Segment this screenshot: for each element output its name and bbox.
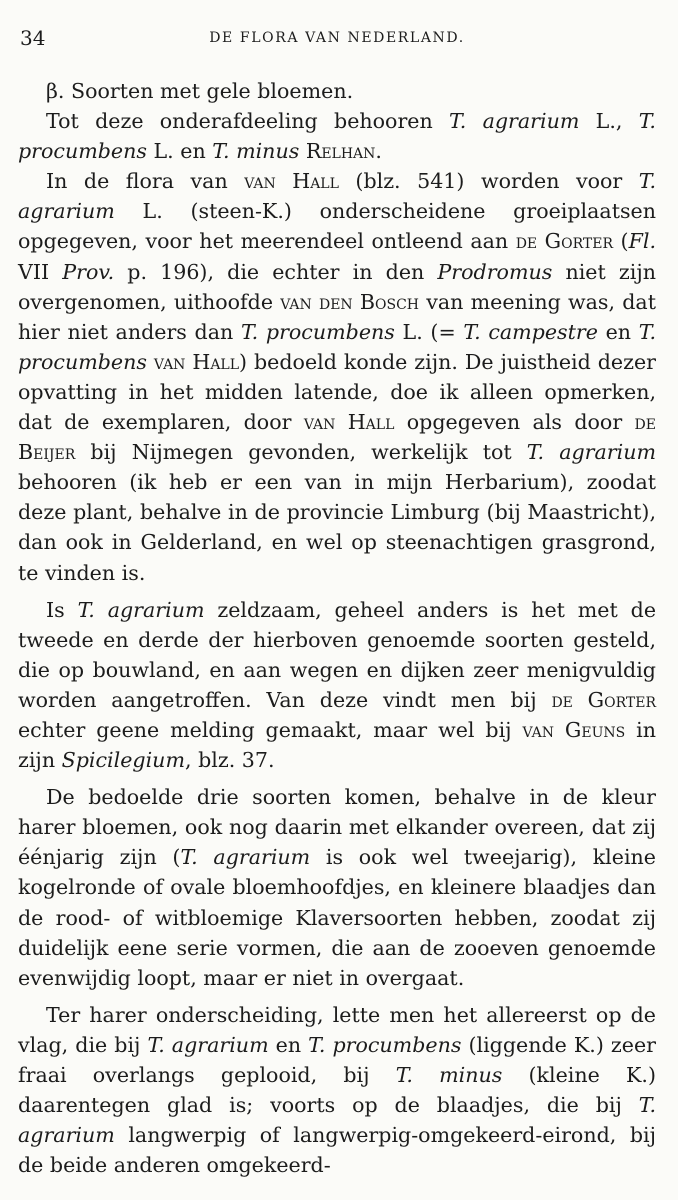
text-run: L., (579, 109, 639, 134)
text-run: p. 196), die echter in den (114, 259, 438, 284)
author-name: van Hall (153, 349, 240, 374)
species-name: T. agrarium (77, 597, 205, 622)
text-run: en (597, 319, 639, 344)
text-run: niet zijn overgenomen, uithoofde (18, 259, 656, 314)
text-run: L. (= (394, 319, 464, 344)
text-run: (liggende K.) zeer fraai overlangs geplooid, bij (18, 1032, 656, 1087)
species-name: Spicilegium (61, 748, 185, 773)
author-name: de Gorter (551, 687, 657, 712)
paragraph (18, 595, 656, 776)
species-name: T. agrarium (449, 109, 580, 134)
paragraph (18, 782, 656, 993)
text-run: Ter harer onderscheiding, lette men het allereerst op de vlag, die bij (18, 1002, 656, 1057)
author-name: de Gorter (515, 229, 613, 254)
text-run: (kleine K.) daarentegen glad is; voorts op de blaadjes, die bij (18, 1063, 656, 1118)
text-run: behooren (ik heb er een van in mijn Herbarium), zoodat deze plant, behalve in de provincie Limburg (bij Maastricht), dan ook in Gelderland, en wel op steenachtigen grasgrond, te vinden is. (18, 470, 656, 585)
text-run: echter geene melding gemaakt, maar wel bij (18, 717, 523, 742)
section-label: β. Soorten met gele bloemen. (46, 79, 354, 103)
running-title: DE FLORA VAN NEDERLAND. (209, 30, 465, 46)
author-name: Relhan (305, 139, 376, 164)
paragraph (18, 166, 656, 587)
species-name: T. agrarium (147, 1032, 269, 1057)
text-run (147, 350, 154, 374)
text-run: zeldzaam, geheel anders is het met de tweede en derde der hierboven genoemde soorten gesteld, die op bouwland, en aan wegen en dijken zeer menigvuldig worden aangetroffen. Van deze vindt men bij (18, 597, 657, 712)
species-name: T. agrarium (180, 845, 311, 870)
paragraph (18, 106, 656, 166)
species-name: Fl. (628, 229, 656, 254)
species-name: T. procumbens (18, 109, 656, 164)
text-run: en (268, 1032, 309, 1057)
species-name: Prov. (62, 259, 115, 284)
species-name: T. agrarium (18, 1093, 656, 1148)
page-number: 34 (20, 26, 46, 50)
text-run: . (375, 139, 382, 164)
text-run: langwerpig of langwerpig-omgekeerd-eirond, bij de beide anderen omgekeerd- (18, 1123, 656, 1178)
paragraph (18, 1000, 656, 1181)
text-run: L. en (146, 139, 213, 164)
author-name: van Hall (303, 410, 395, 435)
text-run: Is (46, 597, 78, 622)
species-name: T. procumbens (18, 319, 656, 374)
text-run: , blz. 37. (184, 748, 275, 773)
text-run: VII (18, 259, 63, 284)
species-name: Prodromus (437, 259, 553, 284)
author-name: de Beijer (18, 410, 656, 465)
author-name: van Geuns (522, 717, 626, 742)
species-name: T. procumbens (308, 1032, 462, 1057)
species-name: T. minus (212, 139, 300, 164)
text-run: L. (steen-K.) onderscheidene groeiplaatsen opgegeven, voor het meerendeel ontleend aan (18, 199, 656, 254)
text-run: van meening was, dat hier niet anders dan (18, 289, 656, 344)
text-run: In de flora van (46, 169, 245, 194)
text-run: De bedoelde drie soorten komen, behalve in de kleur harer bloemen, ook nog daarin met elkander overeen, dat zij éénjarig zijn ( (18, 785, 656, 870)
page-body (18, 76, 656, 1180)
text-run: bij Nijmegen gevonden, werkelijk tot (75, 440, 527, 465)
text-run: in zijn (18, 717, 656, 773)
text-run: (blz. 541) worden voor (338, 169, 639, 194)
species-name: T. procumbens (240, 319, 395, 344)
author-name: van Hall (244, 169, 339, 194)
text-run: is ook wel tweejarig), kleine kogelronde of ovale bloemhoofdjes, en kleinere blaadjes dan de rood- of witbloemige Klaversoorten hebben, zoodat zij duidelijk eene serie vormen, die aan de zooeven genoemde evenwijdig loopt, maar er niet in overgaat. (18, 845, 656, 990)
species-name: T. campestre (463, 319, 598, 344)
author-name: van den Bosch (280, 289, 419, 314)
text-run: ) bedoeld konde zijn. De juistheid dezer opvatting in het midden latende, doe ik alleen opmerken, dat de exemplaren, door (18, 349, 656, 435)
text-run: ( (613, 229, 629, 254)
text-run: Tot deze onderafdeeling behooren (46, 109, 450, 134)
text-run: opgegeven als door (394, 410, 635, 435)
species-name: T. minus (395, 1063, 503, 1087)
page-header (18, 26, 656, 56)
species-name: T. agrarium (526, 440, 657, 465)
species-name: T. agrarium (18, 169, 656, 224)
